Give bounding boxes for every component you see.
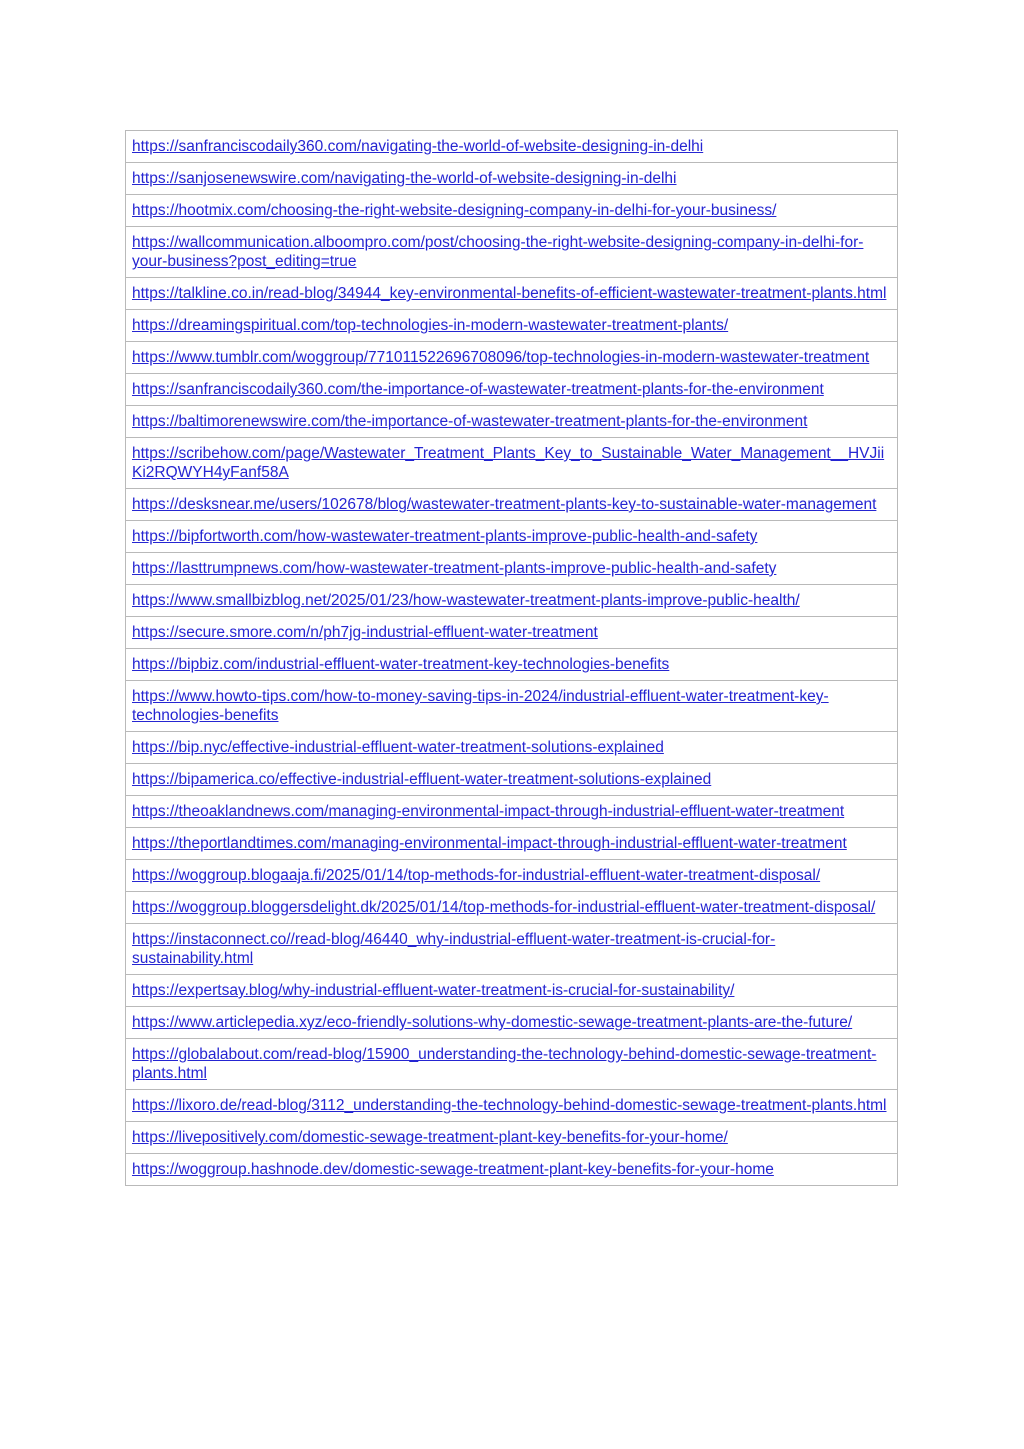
url-link[interactable]: https://dreamingspiritual.com/top-technologies-in-modern-wastewater-treatment-plants/ (132, 317, 729, 334)
url-link[interactable]: https://wallcommunication.alboompro.com/post/choosing-the-right-website-designing-company-in-delhi-for-your-business?post_editing=true (132, 234, 864, 270)
url-link[interactable]: https://sanjosenewswire.com/navigating-the-world-of-website-designing-in-delhi (132, 170, 677, 187)
url-link[interactable]: https://www.smallbizblog.net/2025/01/23/how-wastewater-treatment-plants-improve-public-health/ (132, 592, 800, 609)
table-row (126, 924, 898, 975)
link-cell (126, 438, 898, 489)
table-row (126, 617, 898, 649)
table-row (126, 585, 898, 617)
table-row (126, 521, 898, 553)
url-link[interactable]: https://secure.smore.com/n/ph7jg-industrial-effluent-water-treatment (132, 624, 598, 641)
url-link[interactable]: https://www.articlepedia.xyz/eco-friendly-solutions-why-domestic-sewage-treatment-plants-are-the-future/ (132, 1014, 853, 1031)
link-cell (126, 1122, 898, 1154)
url-link[interactable]: https://bipfortworth.com/how-wastewater-treatment-plants-improve-public-health-and-safety (132, 528, 758, 545)
table-row (126, 131, 898, 163)
link-cell (126, 860, 898, 892)
table-row (126, 796, 898, 828)
link-cell (126, 796, 898, 828)
link-cell (126, 342, 898, 374)
url-link[interactable]: https://globalabout.com/read-blog/15900_understanding-the-technology-behind-domestic-sewage-treatment-plants.html (132, 1046, 877, 1082)
table-row (126, 1122, 898, 1154)
link-cell (126, 310, 898, 342)
table-row (126, 163, 898, 195)
link-cell (126, 1039, 898, 1090)
table-row (126, 975, 898, 1007)
url-link[interactable]: https://woggroup.bloggersdelight.dk/2025/01/14/top-methods-for-industrial-effluent-water-treatment-disposal/ (132, 899, 876, 916)
url-link[interactable]: https://lasttrumpnews.com/how-wastewater-treatment-plants-improve-public-health-and-safety (132, 560, 777, 577)
url-link[interactable]: https://bipamerica.co/effective-industrial-effluent-water-treatment-solutions-explained (132, 771, 712, 788)
table-row (126, 406, 898, 438)
table-row (126, 1039, 898, 1090)
link-cell (126, 828, 898, 860)
url-link[interactable]: https://instaconnect.co//read-blog/46440_why-industrial-effluent-water-treatment-is-crucial-for-sustainability.html (132, 931, 776, 967)
url-link[interactable]: https://www.tumblr.com/woggroup/771011522696708096/top-technologies-in-modern-wastewater-treatment (132, 349, 870, 366)
link-cell (126, 489, 898, 521)
link-cell (126, 406, 898, 438)
table-row (126, 828, 898, 860)
table-row (126, 1007, 898, 1039)
table-row (126, 278, 898, 310)
link-cell (126, 374, 898, 406)
table-row (126, 649, 898, 681)
table-row (126, 1090, 898, 1122)
table-row (126, 195, 898, 227)
url-link[interactable]: https://sanfranciscodaily360.com/the-importance-of-wastewater-treatment-plants-for-the-environment (132, 381, 824, 398)
link-cell (126, 553, 898, 585)
link-cell (126, 649, 898, 681)
url-link[interactable]: https://bip.nyc/effective-industrial-effluent-water-treatment-solutions-explained (132, 739, 664, 756)
link-cell (126, 521, 898, 553)
url-link[interactable]: https://baltimorenewswire.com/the-importance-of-wastewater-treatment-plants-for-the-environment (132, 413, 808, 430)
url-link[interactable]: https://scribehow.com/page/Wastewater_Treatment_Plants_Key_to_Sustainable_Water_Management__HVJiiKi2RQWYH4yFanf58A (132, 445, 885, 481)
url-link[interactable]: https://hootmix.com/choosing-the-right-website-designing-company-in-delhi-for-your-business/ (132, 202, 777, 219)
links-table (125, 130, 898, 1186)
table-row (126, 892, 898, 924)
link-cell (126, 585, 898, 617)
url-link[interactable]: https://livepositively.com/domestic-sewage-treatment-plant-key-benefits-for-your-home/ (132, 1129, 728, 1146)
table-row (126, 553, 898, 585)
url-link[interactable]: https://desksnear.me/users/102678/blog/wastewater-treatment-plants-key-to-sustainable-water-management (132, 496, 877, 513)
link-cell (126, 617, 898, 649)
link-cell (126, 278, 898, 310)
link-cell (126, 195, 898, 227)
url-link[interactable]: https://bipbiz.com/industrial-effluent-water-treatment-key-technologies-benefits (132, 656, 670, 673)
table-row (126, 374, 898, 406)
table-row (126, 342, 898, 374)
table-row (126, 1154, 898, 1186)
url-link[interactable]: https://woggroup.blogaaja.fi/2025/01/14/top-methods-for-industrial-effluent-water-treatment-disposal/ (132, 867, 821, 884)
link-cell (126, 975, 898, 1007)
url-link[interactable]: https://sanfranciscodaily360.com/navigating-the-world-of-website-designing-in-delhi (132, 138, 704, 155)
link-cell (126, 1090, 898, 1122)
link-cell (126, 1154, 898, 1186)
url-link[interactable]: https://woggroup.hashnode.dev/domestic-sewage-treatment-plant-key-benefits-for-your-home (132, 1161, 774, 1178)
link-cell (126, 227, 898, 278)
table-row (126, 732, 898, 764)
link-cell (126, 924, 898, 975)
table-row (126, 681, 898, 732)
url-link[interactable]: https://talkline.co.in/read-blog/34944_key-environmental-benefits-of-efficient-wastewater-treatment-plants.html (132, 285, 887, 302)
url-link[interactable]: https://theoaklandnews.com/managing-environmental-impact-through-industrial-effluent-water-treatment (132, 803, 845, 820)
url-link[interactable]: https://www.howto-tips.com/how-to-money-saving-tips-in-2024/industrial-effluent-water-treatment-key-technologies-benefits (132, 688, 829, 724)
link-cell (126, 1007, 898, 1039)
link-cell (126, 681, 898, 732)
table-row (126, 227, 898, 278)
table-row (126, 310, 898, 342)
url-link[interactable]: https://theportlandtimes.com/managing-environmental-impact-through-industrial-effluent-water-treatment (132, 835, 847, 852)
links-table-body (126, 131, 898, 1186)
table-row (126, 489, 898, 521)
link-cell (126, 163, 898, 195)
url-link[interactable]: https://lixoro.de/read-blog/3112_understanding-the-technology-behind-domestic-sewage-treatment-plants.html (132, 1097, 887, 1114)
url-link[interactable]: https://expertsay.blog/why-industrial-effluent-water-treatment-is-crucial-for-sustainability/ (132, 982, 735, 999)
table-row (126, 860, 898, 892)
link-cell (126, 764, 898, 796)
table-row (126, 438, 898, 489)
link-cell (126, 892, 898, 924)
link-cell (126, 131, 898, 163)
link-cell (126, 732, 898, 764)
table-row (126, 764, 898, 796)
